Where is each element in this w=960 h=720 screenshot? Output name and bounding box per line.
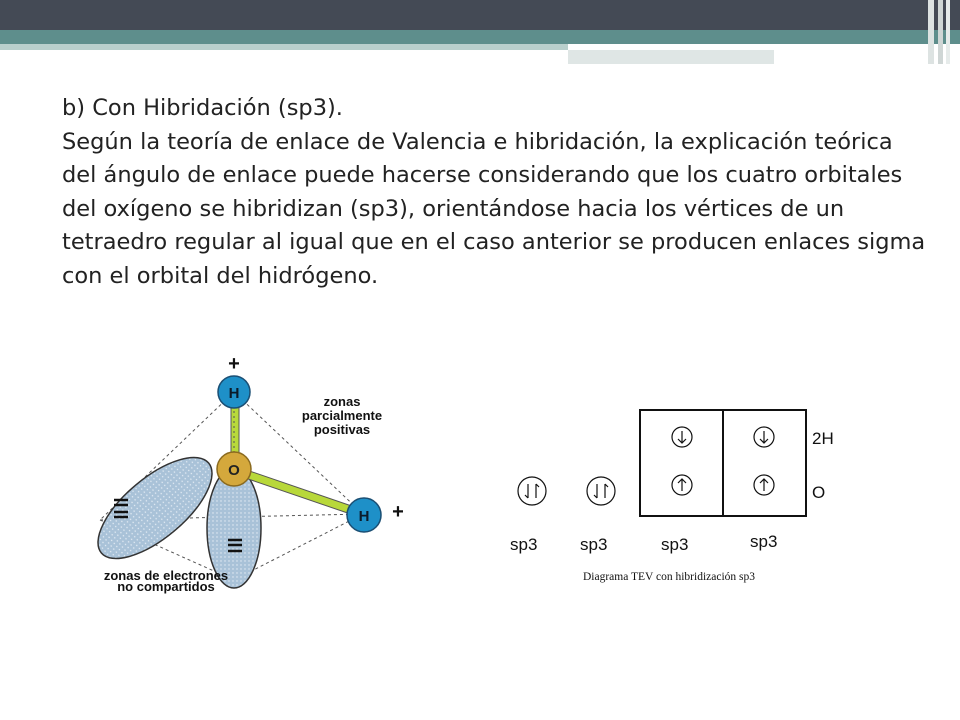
bond-o-h-top bbox=[231, 405, 239, 457]
header-teal-band bbox=[0, 30, 960, 44]
tev-hybridization-diagram bbox=[490, 395, 840, 595]
hydrogen-atom-right-label: H bbox=[358, 508, 370, 525]
header-white-strip bbox=[568, 44, 888, 48]
charge-plus-top: + bbox=[228, 353, 240, 375]
lone-pair-lobe-left bbox=[82, 440, 228, 576]
slide-heading: b) Con Hibridación (sp3). bbox=[62, 95, 343, 121]
paired-arrows-icon bbox=[525, 484, 608, 498]
oxygen-atom-label: O bbox=[228, 462, 240, 479]
header-vertical-line-3 bbox=[946, 0, 950, 64]
orbital-paired-1 bbox=[518, 477, 546, 505]
charge-plus-right: + bbox=[392, 501, 404, 523]
header-pale-band bbox=[0, 44, 568, 50]
label-positivas: positivas bbox=[313, 422, 371, 437]
label-sp3-4: sp3 bbox=[750, 532, 778, 551]
label-no-compartidos: no compartidos bbox=[117, 579, 215, 594]
label-o: O bbox=[812, 483, 826, 502]
tev-caption: Diagrama TEV con hibridización sp3 bbox=[582, 571, 756, 583]
header-vertical-line-1 bbox=[928, 0, 934, 64]
label-zonas: zonas bbox=[323, 394, 361, 409]
slide-paragraph: Según la teoría de enlace de Valencia e hibridación, la explicación teórica del ángulo de enlace puede hacerse considerando que los cuatro orbitales del oxígeno se hibridizan (sp3), orientándose hacia los vértices de un tetraedro regular al igual que en el caso anterior se producen enlaces sigma con el orbital del hidrógeno. bbox=[62, 128, 926, 289]
water-molecule-diagram bbox=[0, 350, 430, 600]
header-dark-bar bbox=[0, 0, 960, 30]
label-2h: 2H bbox=[812, 429, 834, 448]
label-parcialmente: parcialmente bbox=[301, 408, 383, 423]
bond-o-h-right bbox=[246, 474, 354, 511]
orbital-paired-2 bbox=[587, 477, 615, 505]
header-light-strip bbox=[568, 50, 774, 64]
label-zonas-electrones: zonas de electrones bbox=[103, 568, 229, 583]
hydrogen-atom-top-label: H bbox=[228, 385, 240, 402]
header-vertical-line-2 bbox=[938, 0, 943, 64]
slide-content bbox=[62, 92, 932, 294]
label-sp3-2: sp3 bbox=[580, 535, 608, 554]
label-sp3-3: sp3 bbox=[661, 535, 689, 554]
label-sp3-1: sp3 bbox=[510, 535, 538, 554]
